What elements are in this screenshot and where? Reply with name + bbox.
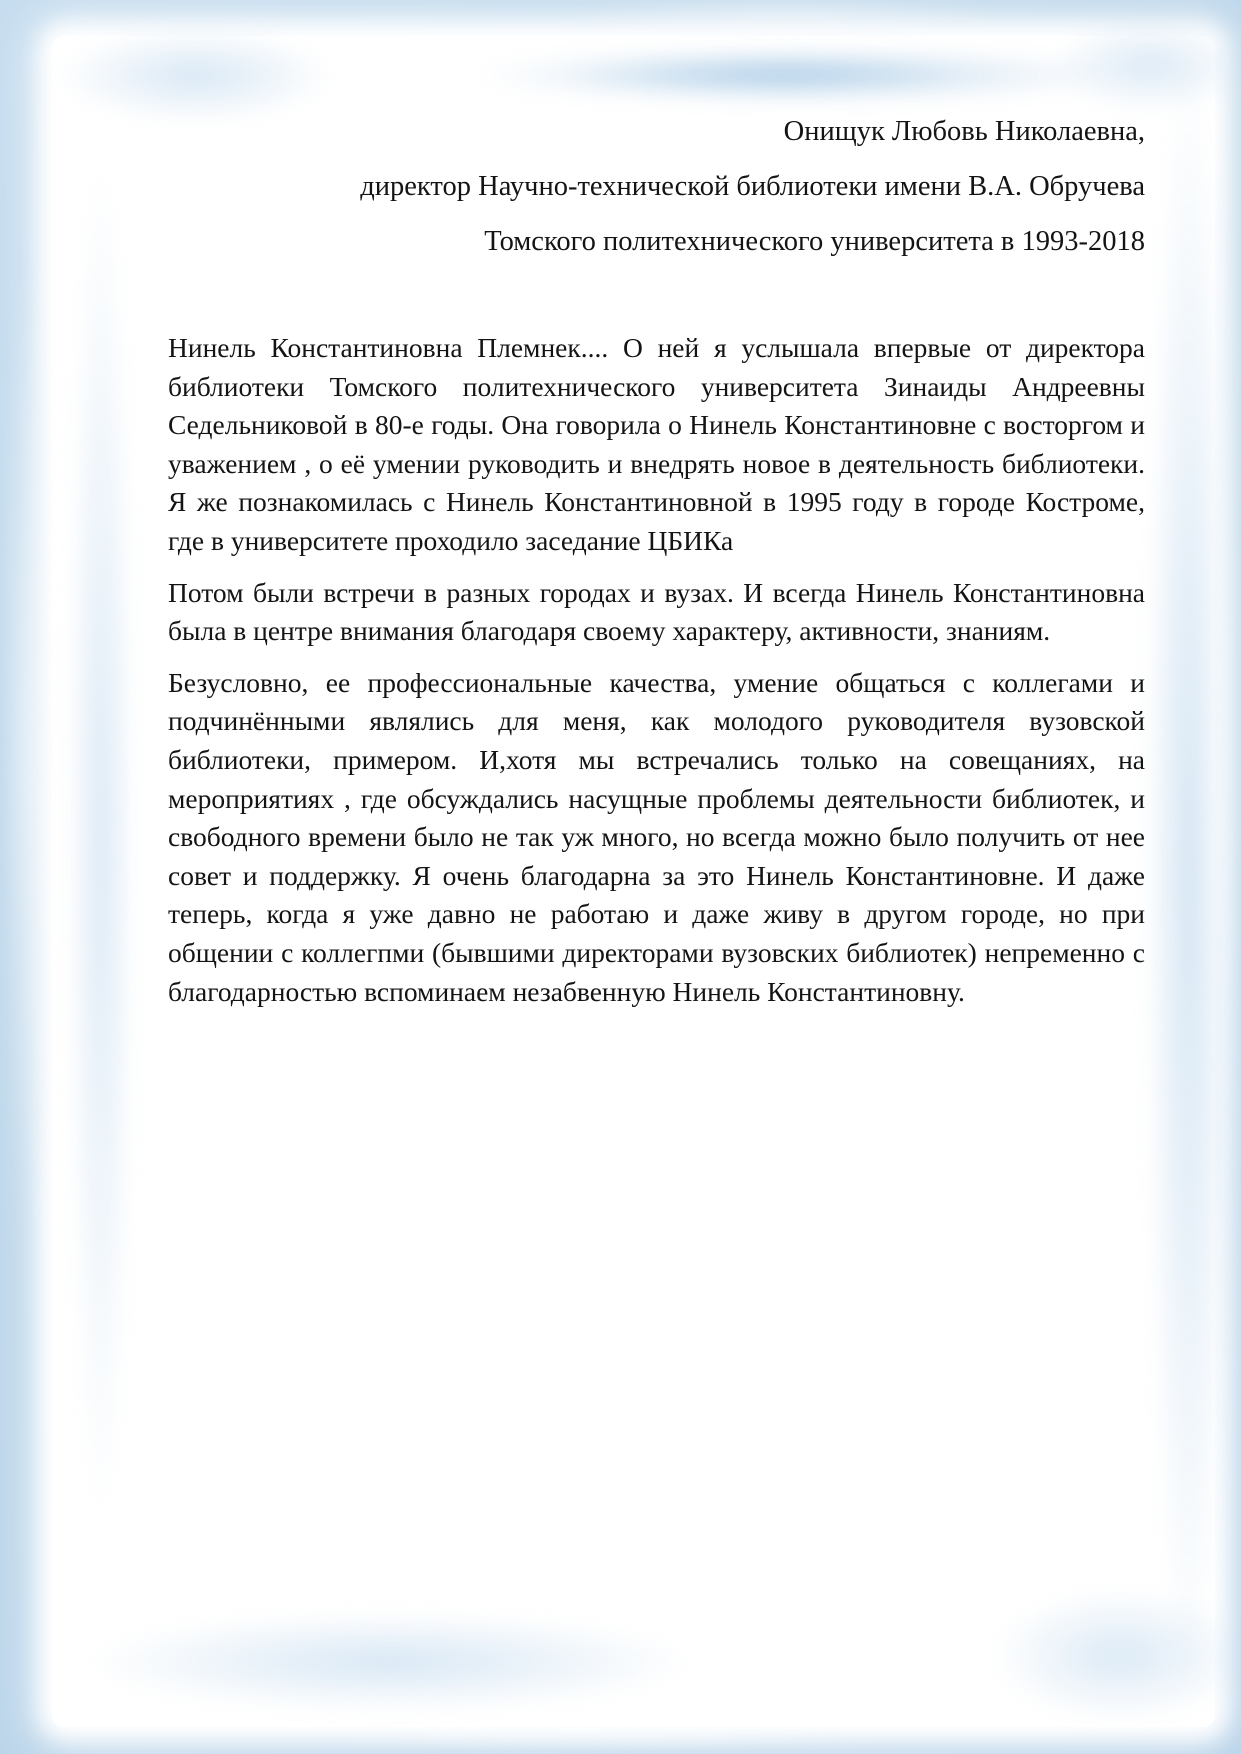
body-paragraph-2: Потом были встречи в разных городах и вузах. И всегда Нинель Константиновна была в центре внимания благодаря своему характеру, активности, знаниям. [168, 576, 1145, 647]
author-header [168, 104, 1145, 269]
author-title: директор Научно-технической библиотеки имени В.А. Обручева [360, 171, 1145, 202]
body-paragraph-3: Безусловно, ее профессиональные качества, умение общаться с коллегами и подчинёнными являлись для меня, как молодого руководителя вузовской библиотеки, примером. И,хотя мы встречались только на совещаниях, на мероприятиях , где обсуждались насущные проблемы деятельности библиотек, и свободного времени было не так уж много, но всегда можно было получить от нее совет и поддержку. Я очень благодарна за это Нинель Константиновне. И даже теперь, когда я уже давно не работаю и даже живу в другом городе, но при общении с коллегпми (бывшими директорами вузовских библиотек) непременно с благодарностью вспоминаем незабвенную Нинель Константиновну. [168, 666, 1145, 1007]
border-highlight-left [4, 260, 52, 1240]
border-highlight-top [560, 0, 1020, 30]
body-paragraph-1: Нинель Константиновна Племнек.... О ней я услышала впервые от директора библиотеки Томского политехнического университета Зинаиды Андреевны Седельниковой в 80-е годы. Она говорила о Нинель Константиновне с восторгом и уважением , о её умении руководить и внедрять новое в деятельность библиотеки. Я же познакомилась с Нинель Константиновной в 1995 году в городе Костроме, где в университете проходило заседание ЦБИКа [168, 332, 1145, 556]
author-institution-years: Томского политехнического университета в 1993-2018 [484, 226, 1145, 257]
author-name: Онищук Любовь Николаевна, [783, 116, 1145, 147]
document-content [168, 104, 1145, 1024]
memoir-text [168, 329, 1145, 1011]
